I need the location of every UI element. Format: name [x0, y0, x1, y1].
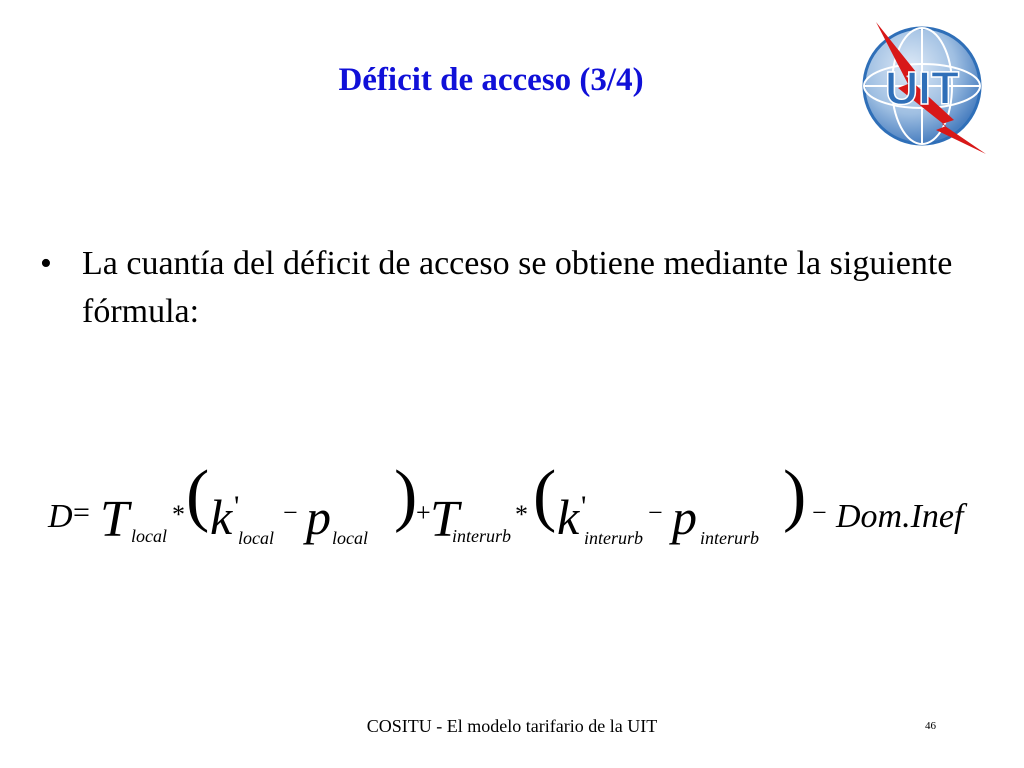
formula-p-1: p [306, 489, 331, 545]
formula-t-interurb: T [430, 491, 459, 548]
formula-d: D [48, 498, 73, 535]
bullet-text: La cuantía del déficit de acceso se obtiene mediante la siguiente fórmula: [82, 245, 953, 330]
formula-t-local: T [100, 491, 129, 548]
formula-lparen-1: ( [186, 457, 210, 534]
formula-sub-interurb-1: interurb [452, 526, 512, 546]
bullet-item [40, 240, 960, 336]
formula-sub-local-3: local [332, 528, 368, 548]
slide-title: Déficit de acceso (3/4) [338, 62, 644, 98]
formula-minus-1: − [283, 498, 298, 527]
formula-k-1: k [210, 489, 233, 545]
formula-star-1: * [172, 500, 185, 529]
formula-minus-3: − [812, 498, 827, 527]
bullet-marker: • [40, 245, 52, 282]
formula-rparen-1: ) [394, 457, 418, 534]
formula-star-2: * [515, 500, 528, 529]
formula-minus-2: − [648, 498, 663, 527]
formula-k-2: k [557, 489, 580, 545]
formula-prime-1: ' [234, 490, 240, 523]
uit-logo [858, 16, 990, 154]
formula-equals: = [73, 496, 90, 529]
slide-footer: COSITU - El modelo tarifario de la UIT [366, 716, 658, 736]
formula-sub-local-2: local [238, 528, 274, 548]
access-deficit-formula [0, 457, 1024, 580]
formula-rparen-2: ) [783, 457, 807, 534]
formula-sub-interurb-2: interurb [584, 528, 644, 548]
formula-plus: + [416, 498, 431, 527]
logo-text: UIT [884, 62, 960, 114]
formula-lparen-2: ( [533, 457, 557, 534]
formula-prime-2: ' [581, 490, 587, 523]
formula-sub-local-1: local [131, 526, 167, 546]
page-number: 46 [925, 720, 936, 732]
formula-dom-inef: Dom.Inef [836, 498, 964, 535]
formula-p-2: p [672, 489, 697, 545]
formula-sub-interurb-3: interurb [700, 528, 760, 548]
